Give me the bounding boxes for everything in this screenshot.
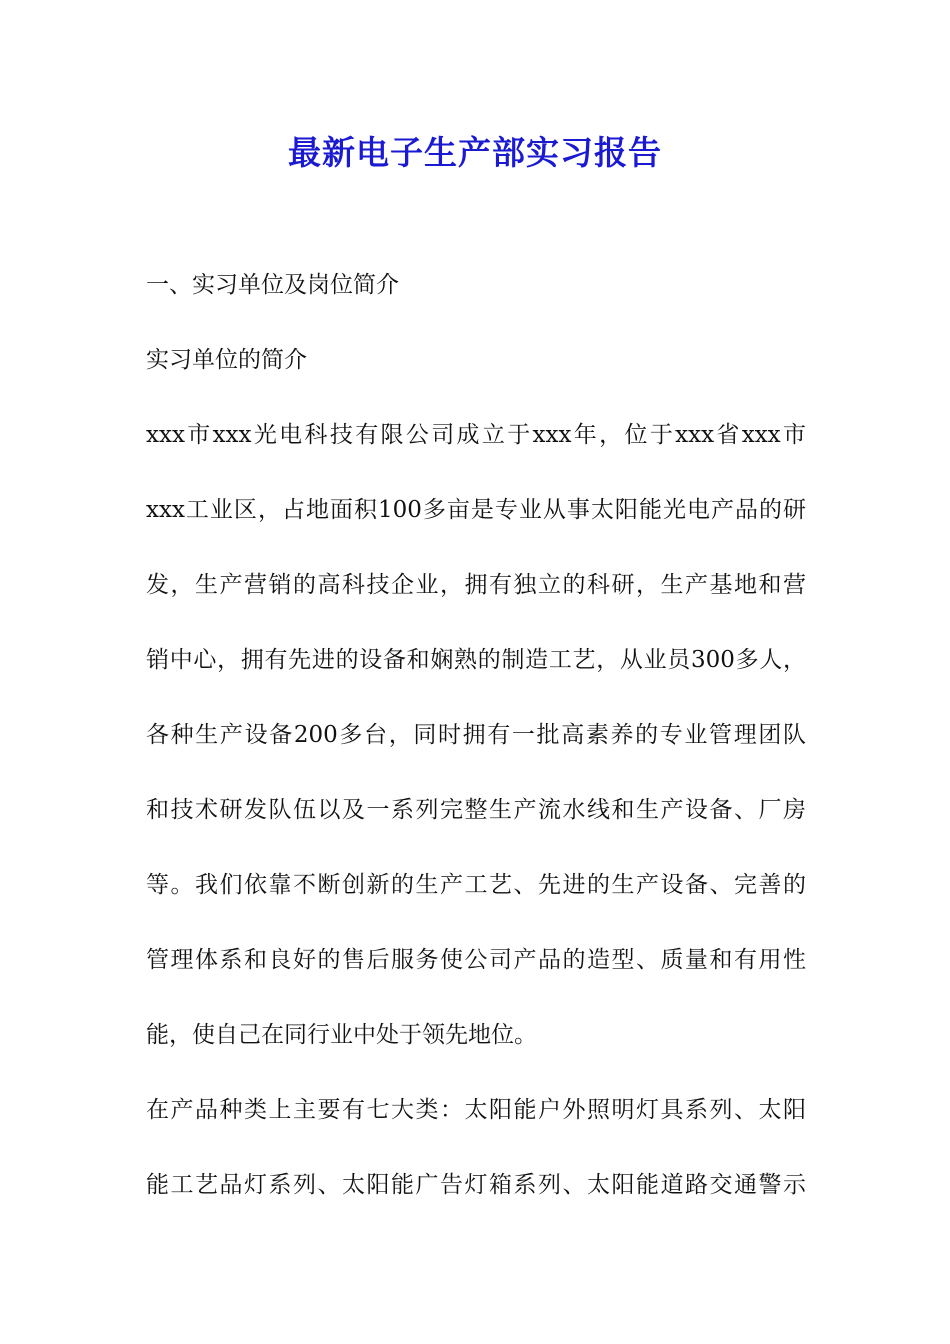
paragraph-line: 管理体系和良好的售后服务使公司产品的造型、质量和有用性 <box>146 947 806 973</box>
paragraph-line: 在产品种类上主要有七大类：太阳能户外照明灯具系列、太阳 <box>146 1097 806 1123</box>
subsection-heading: 实习单位的简介 <box>146 347 307 373</box>
document-title: 最新电子生产部实习报告 <box>288 133 662 172</box>
paragraph-line: 等。我们依靠不断创新的生产工艺、先进的生产设备、完善的 <box>146 872 806 898</box>
paragraph-line: 销中心，拥有先进的设备和娴熟的制造工艺，从业员300多人， <box>146 647 806 673</box>
paragraph-line: xxx市xxx光电科技有限公司成立于xxx年，位于xxx省xxx市 <box>146 422 806 448</box>
paragraph-line: 能工艺品灯系列、太阳能广告灯箱系列、太阳能道路交通警示 <box>146 1172 806 1198</box>
paragraph-line: xxx工业区，占地面积100多亩是专业从事太阳能光电产品的研 <box>146 497 806 523</box>
paragraph-line: 能，使自己在同行业中处于领先地位。 <box>146 1022 537 1048</box>
paragraph-line: 和技术研发队伍以及一系列完整生产流水线和生产设备、厂房 <box>146 797 806 823</box>
paragraph-line: 各种生产设备200多台，同时拥有一批高素养的专业管理团队 <box>146 722 806 748</box>
paragraph-line: 发，生产营销的高科技企业，拥有独立的科研，生产基地和营 <box>146 572 806 598</box>
section-heading: 一、实习单位及岗位简介 <box>146 272 399 298</box>
